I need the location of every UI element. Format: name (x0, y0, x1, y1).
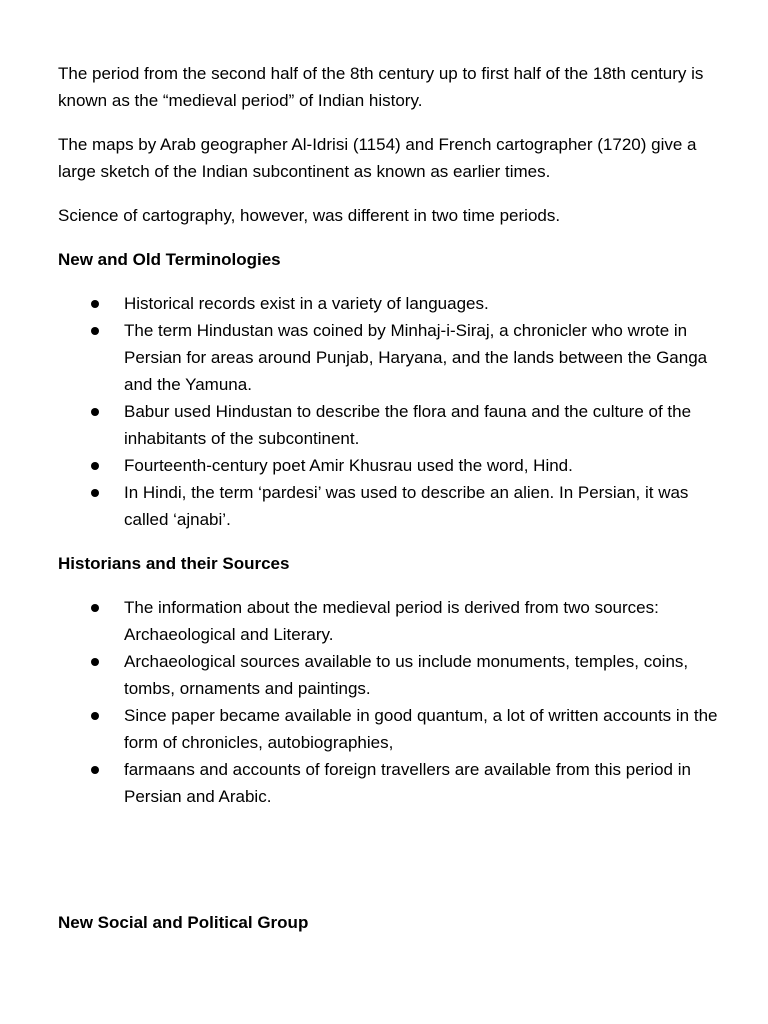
document-page (58, 60, 726, 953)
intro-paragraph-2: The maps by Arab geographer Al-Idrisi (1154) and French cartographer (1720) give a large sketch of the Indian subcontinent as known as earlier times. (58, 135, 697, 181)
bullet-icon (91, 462, 99, 470)
list-item (58, 317, 726, 398)
bullet-icon (91, 327, 99, 335)
bullet-icon (91, 658, 99, 666)
intro-paragraph-1: The period from the second half of the 8th century up to first half of the 18th century is known as the “medieval period” of Indian history. (58, 64, 704, 110)
list-item (58, 452, 726, 479)
bullet-icon (91, 489, 99, 497)
historians-bullet-list (58, 594, 726, 810)
list-item (58, 648, 726, 702)
bullet-icon (91, 712, 99, 720)
bullet-icon (91, 408, 99, 416)
list-item-text: The information about the medieval period is derived from two sources: Archaeological and Literary. (124, 598, 659, 644)
list-item (58, 702, 726, 756)
section-heading-historians: Historians and their Sources (58, 554, 290, 573)
section-heading-terminologies: New and Old Terminologies (58, 250, 281, 269)
list-item (58, 290, 726, 317)
list-item-text: The term Hindustan was coined by Minhaj-i-Siraj, a chronicler who wrote in Persian for areas around Punjab, Haryana, and the lands between the Ganga and the Yamuna. (124, 321, 708, 394)
list-item (58, 398, 726, 452)
bullet-icon (91, 604, 99, 612)
list-item (58, 479, 726, 533)
list-item (58, 756, 726, 810)
intro-paragraph-3: Science of cartography, however, was different in two time periods. (58, 206, 561, 225)
bullet-icon (91, 300, 99, 308)
list-item (58, 594, 726, 648)
list-item-text: Historical records exist in a variety of languages. (124, 294, 489, 313)
list-item-text: In Hindi, the term ‘pardesi’ was used to describe an alien. In Persian, it was called ‘ajnabi’. (124, 483, 689, 529)
list-item-text: Fourteenth-century poet Amir Khusrau used the word, Hind. (124, 456, 573, 475)
list-item-text: Babur used Hindustan to describe the flora and fauna and the culture of the inhabitants of the subcontinent. (124, 402, 692, 448)
bullet-icon (91, 766, 99, 774)
section-heading-social-political: New Social and Political Group (58, 913, 309, 932)
list-item-text: farmaans and accounts of foreign travellers are available from this period in Persian and Arabic. (124, 760, 691, 806)
blank-space (58, 827, 726, 909)
terminologies-bullet-list (58, 290, 726, 533)
list-item-text: Archaeological sources available to us include monuments, temples, coins, tombs, ornaments and paintings. (124, 652, 689, 698)
list-item-text: Since paper became available in good quantum, a lot of written accounts in the form of chronicles, autobiographies, (124, 706, 718, 752)
